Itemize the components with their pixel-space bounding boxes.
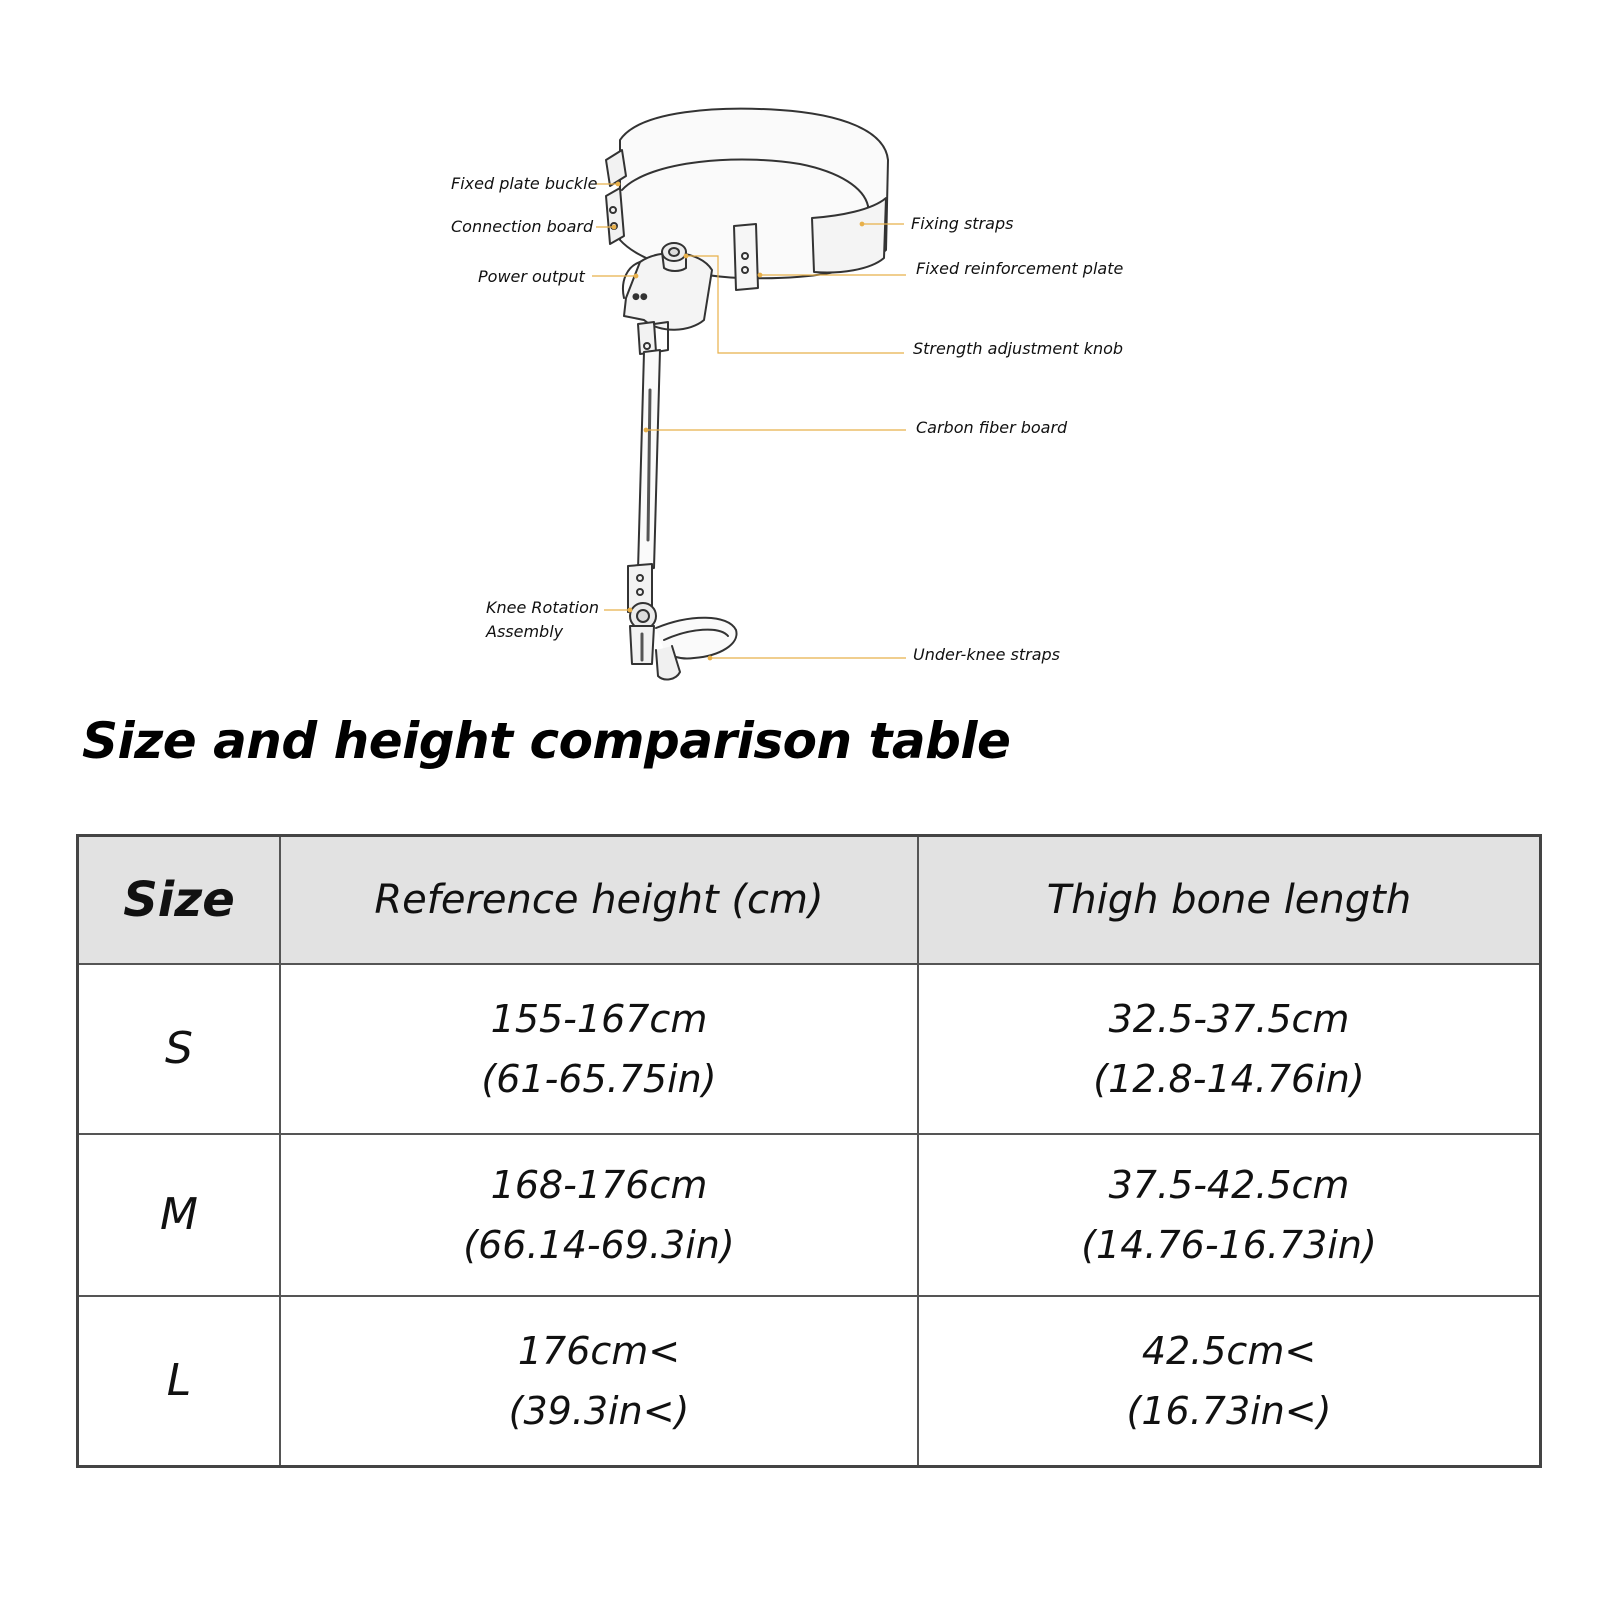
label-under-knee-straps: Under-knee straps [913,645,1060,664]
thigh-cm: 32.5-37.5cm [1108,997,1350,1041]
label-fixed-reinforcement-plate: Fixed reinforcement plate [916,259,1124,278]
label-knee-rotation-line1: Knee Rotation [486,598,600,617]
height-cm: 155-167cm [490,997,708,1041]
svg-text:●●: ●● [632,292,648,302]
height-cell [280,1296,918,1467]
table-title: Size and height comparison table [82,712,1011,770]
header-reference-height: Reference height (cm) [280,836,918,965]
table-row-s [78,964,1541,1134]
header-size: Size [78,836,281,965]
table-row-l [78,1296,1541,1467]
label-fixing-straps: Fixing straps [911,214,1014,233]
header-thigh-bone-length: Thigh bone length [918,836,1541,965]
height-cm: 168-176cm [490,1163,708,1207]
height-cell [280,964,918,1134]
thigh-cell [918,1296,1541,1467]
label-knee-rotation-line2: Assembly [486,622,564,641]
label-connection-board: Connection board [451,217,594,236]
height-cell [280,1134,918,1296]
height-in: (39.3in<) [508,1389,690,1433]
thigh-in: (12.8-14.76in) [1093,1057,1365,1101]
label-power-output: Power output [478,267,585,286]
size-comparison-table [76,834,1542,1468]
thigh-in: (16.73in<) [1126,1389,1332,1433]
thigh-cell [918,1134,1541,1296]
label-fixed-plate-buckle: Fixed plate buckle [451,174,598,193]
reinforcement-plate-shape [734,224,758,290]
label-strength-adjustment-knob: Strength adjustment knob [913,339,1124,358]
thigh-cell [918,964,1541,1134]
table-header-row [78,836,1541,965]
height-in: (61-65.75in) [481,1057,717,1101]
size-cell: S [78,964,281,1134]
label-carbon-fiber-board: Carbon fiber board [916,418,1068,437]
exoskeleton-diagram [0,0,1600,700]
thigh-cm: 37.5-42.5cm [1108,1163,1350,1207]
size-cell: L [78,1296,281,1467]
height-cm: 176cm< [517,1329,681,1373]
table-row-m [78,1134,1541,1296]
height-in: (66.14-69.3in) [463,1223,735,1267]
thigh-in: (14.76-16.73in) [1081,1223,1377,1267]
size-cell: M [78,1134,281,1296]
thigh-cm: 42.5cm< [1141,1329,1317,1373]
